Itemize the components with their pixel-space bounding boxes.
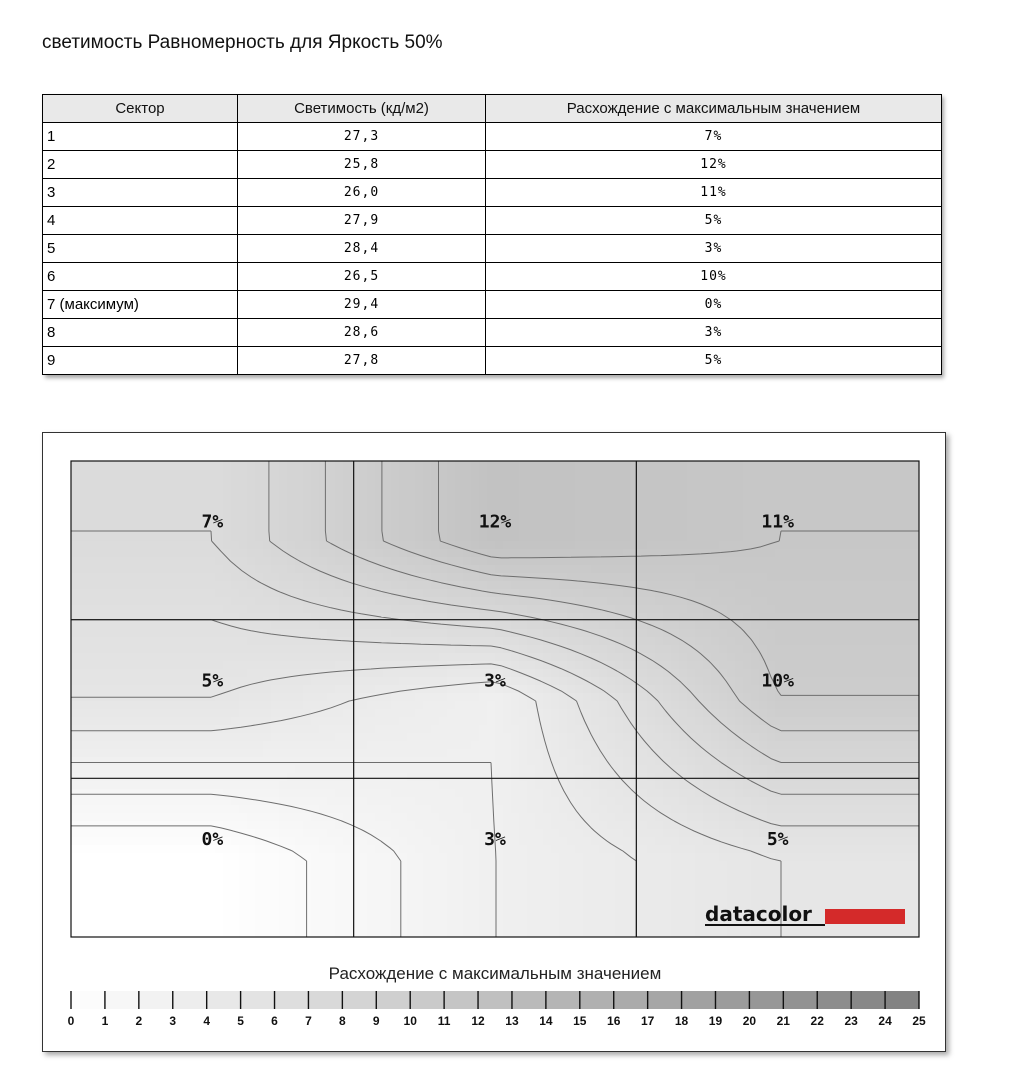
uniformity-table — [42, 94, 941, 375]
colorbar-tick-label: 17 — [640, 1014, 655, 1028]
cell-luminance: 29,4 — [238, 291, 486, 319]
colorbar-segment — [376, 991, 410, 1009]
cell-value-label: 5% — [201, 670, 224, 692]
colorbar-tick-label: 19 — [708, 1014, 723, 1028]
cell-value-label: 11% — [761, 511, 794, 533]
col-header-luminance: Светимость (кд/м2) — [238, 95, 486, 123]
colorbar-segment — [275, 991, 309, 1009]
cell-value-label: 3% — [484, 670, 506, 692]
colorbar-tick-label: 0 — [67, 1014, 75, 1028]
cell-value-label: 12% — [478, 511, 512, 533]
cell-sector: 5 — [43, 235, 238, 263]
cell-luminance: 28,6 — [238, 319, 486, 347]
cell-luminance: 27,8 — [238, 347, 486, 375]
colorbar-tick-label: 4 — [203, 1014, 211, 1028]
cell-luminance: 28,4 — [238, 235, 486, 263]
cell-luminance: 25,8 — [238, 151, 486, 179]
cell-deviation: 3% — [486, 235, 942, 263]
cell-deviation: 5% — [486, 207, 942, 235]
cell-sector: 9 — [43, 347, 238, 375]
cell-luminance: 26,5 — [238, 263, 486, 291]
colorbar-segment — [648, 991, 682, 1009]
colorbar-segment — [851, 991, 885, 1009]
cell-luminance: 27,3 — [238, 123, 486, 151]
table-row — [43, 235, 942, 263]
colorbar-tick-label: 16 — [607, 1014, 621, 1028]
table-row — [43, 123, 942, 151]
cell-value-label: 5% — [766, 828, 789, 850]
colorbar-segment — [580, 991, 614, 1009]
colorbar-segment — [478, 991, 512, 1009]
colorbar-tick-label: 1 — [101, 1014, 109, 1028]
cell-deviation: 7% — [486, 123, 942, 151]
colorbar-segment — [546, 991, 580, 1009]
table-row — [43, 319, 942, 347]
colorbar-segment — [614, 991, 648, 1009]
colorbar-tick-label: 3 — [169, 1014, 177, 1028]
colorbar-tick-label: 2 — [135, 1014, 143, 1028]
col-header-sector: Сектор — [43, 95, 238, 123]
colorbar-tick-label: 21 — [776, 1014, 790, 1028]
table-row — [43, 263, 942, 291]
cell-sector: 7 (максимум) — [43, 291, 238, 319]
cell-sector: 1 — [43, 123, 238, 151]
table-row — [43, 179, 942, 207]
colorbar-tick-label: 20 — [742, 1014, 757, 1028]
colorbar-segment — [139, 991, 173, 1009]
colorbar-tick-label: 15 — [573, 1014, 587, 1028]
colorbar-segment — [783, 991, 817, 1009]
table-row — [43, 207, 942, 235]
colorbar-segment — [342, 991, 376, 1009]
cell-value-label: 3% — [484, 828, 506, 850]
colorbar-segment — [817, 991, 851, 1009]
table-row — [43, 151, 942, 179]
colorbar-segment — [682, 991, 716, 1009]
cell-deviation: 3% — [486, 319, 942, 347]
colorbar-segment — [715, 991, 749, 1009]
cell-value-label: 7% — [201, 511, 224, 533]
colorbar-tick-label: 11 — [437, 1014, 451, 1028]
cell-sector: 8 — [43, 319, 238, 347]
colorbar-tick-label: 14 — [539, 1014, 553, 1028]
colorbar-segment — [444, 991, 478, 1009]
table-row — [43, 291, 942, 319]
colorbar-tick-label: 22 — [810, 1014, 824, 1028]
colorbar-segment — [308, 991, 342, 1009]
cell-sector: 6 — [43, 263, 238, 291]
colorbar-tick-label: 9 — [372, 1014, 380, 1028]
table-header-row — [43, 95, 942, 123]
uniformity-heatmap — [43, 433, 945, 1051]
cell-deviation: 10% — [486, 263, 942, 291]
cell-deviation: 0% — [486, 291, 942, 319]
colorbar-tick-label: 18 — [674, 1014, 689, 1028]
cell-deviation: 5% — [486, 347, 942, 375]
datacolor-logo-text: datacolor — [705, 902, 812, 926]
colorbar-segment — [173, 991, 207, 1009]
datacolor-logo-bar — [825, 909, 905, 924]
cell-deviation: 11% — [486, 179, 942, 207]
colorbar-tick-label: 8 — [339, 1014, 346, 1028]
colorbar-label: Расхождение с максимальным значением — [328, 964, 662, 983]
colorbar-tick-label: 13 — [505, 1014, 519, 1028]
colorbar-segment — [105, 991, 139, 1009]
page-title: светимость Равномерность для Яркость 50% — [42, 32, 443, 53]
cell-sector: 2 — [43, 151, 238, 179]
cell-sector: 4 — [43, 207, 238, 235]
colorbar-tick-label: 7 — [305, 1014, 312, 1028]
colorbar-segment — [512, 991, 546, 1009]
cell-luminance: 27,9 — [238, 207, 486, 235]
col-header-deviation: Расхождение с максимальным значением — [486, 95, 942, 123]
uniformity-heatmap-panel — [42, 432, 946, 1052]
colorbar-tick-label: 24 — [878, 1014, 892, 1028]
colorbar-tick-label: 12 — [471, 1014, 485, 1028]
colorbar-segment — [241, 991, 275, 1009]
colorbar-tick-label: 6 — [271, 1014, 278, 1028]
colorbar-tick-label: 5 — [237, 1014, 244, 1028]
colorbar-tick-label: 10 — [403, 1014, 417, 1028]
table-row — [43, 347, 942, 375]
colorbar-tick-label: 23 — [844, 1014, 858, 1028]
colorbar-segment — [885, 991, 919, 1009]
cell-value-label: 10% — [761, 670, 794, 692]
colorbar-segment — [71, 991, 105, 1009]
cell-luminance: 26,0 — [238, 179, 486, 207]
colorbar — [68, 991, 926, 1028]
colorbar-segment — [410, 991, 444, 1009]
cell-sector: 3 — [43, 179, 238, 207]
colorbar-tick-label: 25 — [912, 1014, 926, 1028]
cell-deviation: 12% — [486, 151, 942, 179]
cell-value-label: 0% — [201, 828, 224, 850]
colorbar-segment — [749, 991, 783, 1009]
colorbar-segment — [207, 991, 241, 1009]
